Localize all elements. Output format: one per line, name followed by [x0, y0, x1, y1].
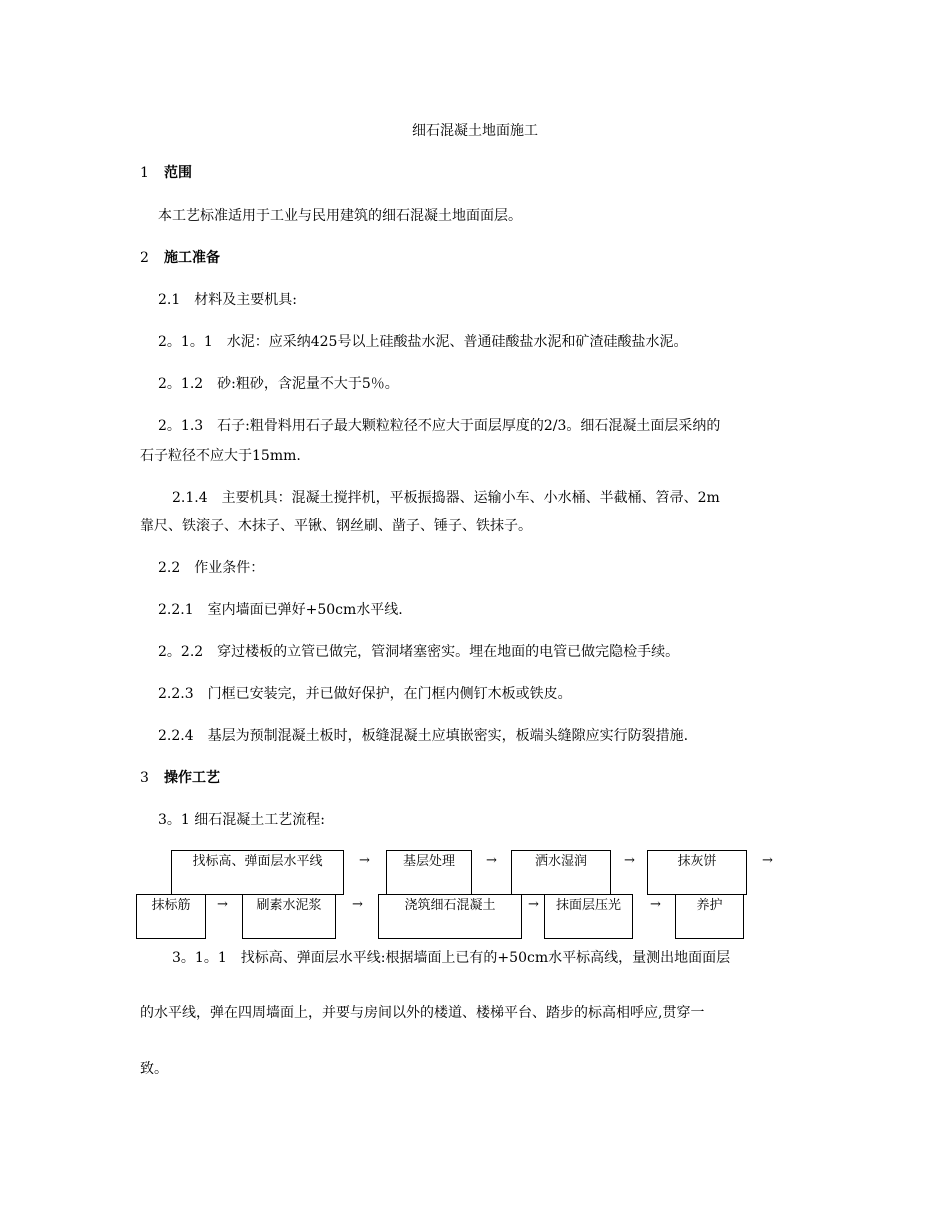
flow-arrow: →	[217, 897, 228, 912]
flow-step-8: 抹面层压光	[544, 894, 633, 939]
flow-arrow: →	[624, 853, 635, 868]
section-number: 1	[140, 165, 149, 181]
document-title: 细石混凝土地面施工	[412, 123, 538, 139]
section-heading-2	[140, 248, 220, 268]
paragraph: 2。1。1 水泥：应采纳425号以上硅酸盐水泥、普通硅酸盐水泥和矿渣硅酸盐水泥。	[158, 334, 688, 350]
section-heading-1	[140, 163, 192, 183]
flow-step-9: 养护	[675, 894, 744, 939]
flow-arrow: →	[352, 897, 363, 912]
flow-arrow: →	[359, 853, 370, 868]
paragraph-continuation: 的水平线，弹在四周墙面上，并要与房间以外的楼道、楼梯平台、踏步的标高相呼应,贯穿一	[140, 1005, 705, 1021]
paragraph: 2.1 材料及主要机具:	[158, 292, 297, 308]
section-heading-text: 范围	[164, 165, 192, 181]
paragraph-continuation: 石子粒径不应大于15mm.	[140, 448, 301, 464]
flow-step-2: 基层处理	[386, 850, 472, 895]
flow-step-1: 找标高、弹面层水平线	[171, 850, 344, 895]
paragraph: 2.2.1 室内墙面已弹好+50cm水平线.	[158, 602, 403, 618]
flow-arrow: →	[528, 897, 539, 912]
paragraph: 3。1 细石混凝土工艺流程:	[158, 812, 325, 828]
flow-arrow: →	[762, 853, 773, 868]
flow-arrow: →	[486, 853, 497, 868]
flow-arrow: →	[650, 897, 661, 912]
paragraph: 2.2.3 门框已安装完，并已做好保护，在门框内侧钉木板或铁皮。	[158, 686, 572, 702]
paragraph: 2.2.4 基层为预制混凝土板时，板缝混凝土应填嵌密实，板端头缝隙应实行防裂措施.	[158, 728, 689, 744]
section-heading-text: 施工准备	[164, 250, 220, 266]
section-heading-3	[140, 768, 220, 788]
paragraph: 2.1.4 主要机具：混凝土搅拌机，平板振捣器、运输小车、小水桶、半截桶、笤帚、2m	[172, 490, 720, 506]
section-number: 3	[140, 770, 149, 786]
paragraph: 2。2.2 穿过楼板的立管已做完，管洞堵塞密实。埋在地面的电管已做完隐检手续。	[158, 644, 680, 660]
section-number: 2	[140, 250, 149, 266]
paragraph: 2.2 作业条件：	[158, 560, 265, 576]
flow-step-5: 抹标筋	[136, 894, 206, 939]
paragraph: 本工艺标准适用于工业与民用建筑的细石混凝土地面面层。	[158, 208, 522, 224]
paragraph: 2。1.2 砂:粗砂，含泥量不大于5％。	[158, 376, 399, 392]
paragraph: 3。1。1 找标高、弹面层水平线:根据墙面上已有的+50cm水平标高线，量测出地面面层	[172, 950, 731, 966]
flow-step-4: 抹灰饼	[647, 850, 747, 895]
paragraph: 2。1.3 石子:粗骨料用石子最大颗粒粒径不应大于面层厚度的2/3。细石混凝土面层采纳的	[158, 418, 721, 434]
paragraph-continuation: 靠尺、铁滚子、木抹子、平锹、钢丝刷、凿子、锤子、铁抹子。	[140, 518, 532, 534]
section-heading-text: 操作工艺	[164, 770, 220, 786]
paragraph-continuation: 致。	[140, 1061, 168, 1077]
flow-step-7: 浇筑细石混凝土	[378, 894, 522, 939]
flow-step-3: 洒水湿润	[511, 850, 611, 895]
flow-step-6: 刷素水泥浆	[242, 894, 336, 939]
